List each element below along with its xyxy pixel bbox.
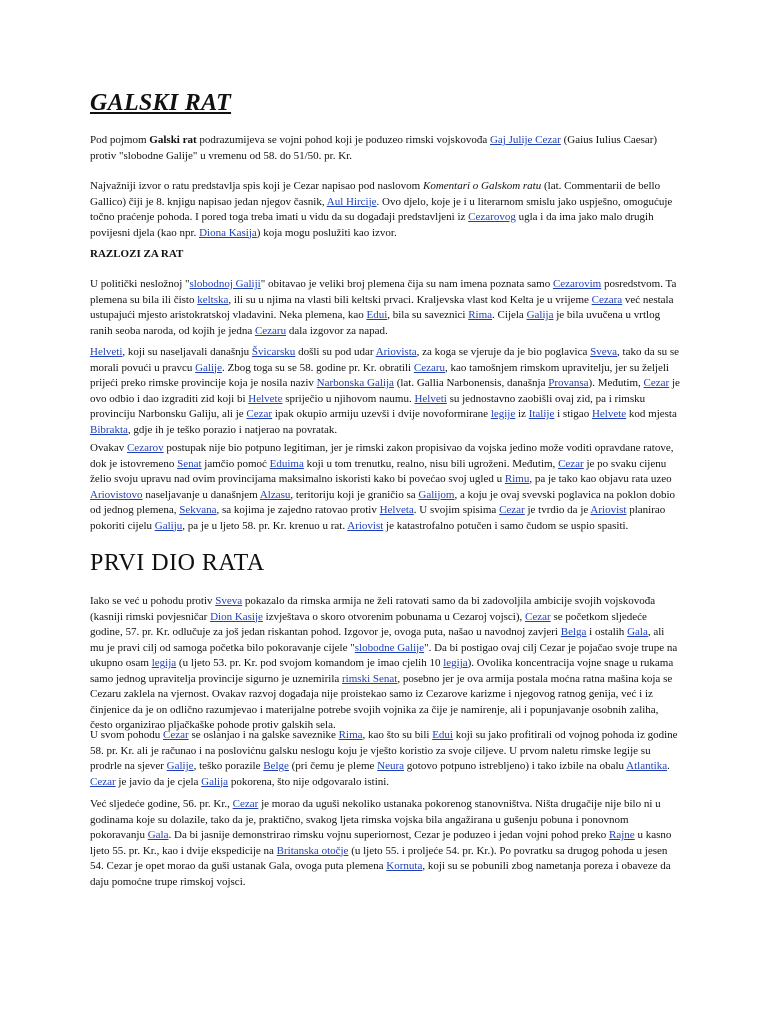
link[interactable]: Belge — [263, 760, 289, 772]
text: , kao što su bili — [362, 729, 433, 741]
link[interactable]: Italije — [528, 408, 555, 420]
text: je bila uvučena u vrtlog ranih seoba naroda, od kojih je jedna — [90, 309, 661, 337]
text: . U svojim spisima — [413, 504, 500, 516]
link[interactable]: Sekvana — [179, 504, 217, 516]
link[interactable]: Cezar — [643, 377, 670, 389]
text: Pod pojmom — [90, 134, 150, 146]
text: ipak okupio armiju uzevši i dvije novoformirane — [272, 408, 491, 420]
link[interactable]: Švicarsku — [251, 346, 296, 358]
link[interactable]: Sveva — [215, 595, 243, 607]
razlozi-paragraph-2 — [90, 345, 680, 438]
text: , bila su saveznici — [387, 309, 469, 321]
link[interactable]: Ariovista — [375, 346, 417, 358]
link[interactable]: Helveti — [90, 346, 123, 358]
link[interactable]: Ariovistovo — [90, 488, 143, 501]
text: naseljavanje u današnjem — [142, 488, 260, 501]
text: , teritoriju koji je graničio sa — [290, 488, 419, 501]
text: , tako da su se morali povući u pravcu — [90, 346, 680, 374]
text: pokazalo da rimska armija ne želi ratovati samo da bi zadovoljila ambicije svojih vojskovođa (kasniji rimski povjesničar — [90, 595, 656, 623]
link[interactable]: Galija — [201, 775, 229, 788]
text: ugla i da ima jako malo drugih povijesni djela (kao npr. — [90, 211, 654, 239]
text: . Zbog toga su se 58. godine pr. Kr. obratili — [221, 361, 414, 374]
link[interactable]: Rajne — [609, 829, 635, 841]
link[interactable]: Cezaru — [254, 324, 287, 337]
intro-paragraph-1 — [90, 133, 680, 164]
text: " obitavao je veliki broj plemena čija su nam imena poznata samo — [260, 278, 553, 290]
text: . Cijela — [492, 309, 527, 321]
link[interactable]: Cezar — [232, 798, 259, 810]
link[interactable]: slobodne Galije — [354, 641, 425, 654]
text: Ovakav — [90, 442, 127, 454]
link[interactable]: Narbonska Galija — [316, 377, 394, 389]
text: U svom pohodu — [90, 729, 164, 741]
text: (pri čemu je pleme — [288, 760, 378, 772]
text: . Ovo djelo, koje je i u literarnom smislu jako uspješno, omogućuje točno praćenje pohoda. I pored toga treba imati u vidu da su događaji predstavljeni iz — [90, 195, 673, 223]
text: . Da bi jasnije demonstrirao rimsku vojnu superiornost, Cezar je poduzeo i jedan vojni pohod preko — [168, 829, 610, 841]
link[interactable]: Provansa — [548, 377, 589, 389]
text: pokorena, što nije odgovaralo istini. — [228, 775, 390, 788]
link[interactable]: legije — [490, 408, 516, 420]
razlozi-paragraph-3 — [90, 441, 680, 534]
text: , teško porazile — [193, 760, 264, 772]
text: je po svaku cijenu želio svoju upravu nad ovim provincijama maksimalno iskoristi kako bi povećao svoj ugled u — [90, 457, 667, 485]
link[interactable]: Galije — [166, 760, 194, 772]
link[interactable]: Cezaru — [413, 361, 446, 374]
text: , koji su naseljavali današnju — [122, 346, 252, 358]
link[interactable]: Ariovist — [347, 519, 384, 532]
text: Iako se već u pohodu protiv — [90, 595, 216, 607]
link-diona-kasija[interactable]: Diona Kasija — [199, 226, 257, 239]
prvi-paragraph-2 — [90, 728, 680, 790]
document-title: GALSKI RAT — [90, 90, 232, 116]
link[interactable]: legija — [443, 657, 468, 669]
link[interactable]: Edui — [366, 309, 388, 321]
text: se oslanjao i na galske saveznike — [188, 729, 339, 741]
link[interactable]: Britanska otočje — [276, 844, 349, 857]
text: , pa je tako kao objavu rata uzeo — [529, 473, 672, 485]
text: je javio da je cjela — [115, 775, 202, 788]
text: i ostalih — [586, 626, 628, 638]
link[interactable]: Cezar — [246, 408, 273, 420]
link[interactable]: Cezar — [163, 729, 189, 741]
link-cezarovog[interactable]: Cezarovog — [468, 211, 516, 223]
link[interactable]: Rimu — [504, 473, 530, 485]
link[interactable]: Gala — [627, 626, 648, 638]
text: izvještava o skoro otvorenim pobunama u Cezaroj vojsci), — [262, 610, 526, 623]
link[interactable]: Cezarov — [126, 442, 164, 454]
link[interactable]: Galijom — [418, 488, 455, 501]
text: ) koja mogu poslužiti kao izvor. — [256, 226, 397, 239]
link[interactable]: Galija — [526, 309, 554, 321]
text: dala izgovor za napad. — [286, 324, 388, 337]
link[interactable]: Cezar — [558, 457, 584, 470]
link-aul-hircije[interactable]: Aul Hircije — [326, 195, 377, 208]
text: već nestala ustupajući mjesto aristokratskoj vladavini. Neka plemena, kao — [90, 293, 674, 321]
text: , ali mu je pravi cilj od samoga početka bilo pokoravanje cijele " — [90, 626, 665, 654]
text: ". Da bi postigao ovaj cilj Cezar je pojačao svoje trupe na ukupno osam — [90, 641, 678, 669]
link[interactable]: Cezar — [90, 775, 116, 788]
text: (u ljeto 55. i proljeće 54. pr. Kr.). Po povratku sa drugog pohoda u jesen 54. Cezar je opet morao da guši ustanak Gala, ovoga puta plemena — [90, 844, 668, 872]
text: , pa je u ljeto 58. pr. Kr. krenuo u rat. — [182, 519, 348, 532]
text: , za koga se vjeruje da je bio poglavica — [416, 346, 591, 358]
text: , koji su se pobunili zbog nametanja poreza i obaveze da daju pomoćne trupe rimskoj vojsci. — [90, 860, 671, 888]
text: koji u tom trenutku, realno, nisu bili ugroženi. Međutim, — [303, 457, 559, 470]
link[interactable]: Senat — [177, 457, 202, 470]
link[interactable]: Cezara — [591, 293, 623, 306]
text: Već sljedeće godine, 56. pr. Kr., — [90, 798, 233, 810]
link[interactable]: keltska — [197, 293, 229, 306]
link[interactable]: Bibrakta — [90, 423, 128, 436]
bold-term: Galski rat — [149, 134, 197, 146]
link[interactable]: Belga — [560, 626, 587, 638]
text: planirao pokoriti cijelu — [90, 504, 666, 532]
text: je morao da uguši nekoliko ustanaka pokorenog stanovništva. Ništa drugačije nije bilo ni u godinama koje su dolazile, tako da je, praktično, svakog ljeta rimska vojska bila angažirana u gušenju pobuna i ponovnom pokoravanju — [90, 798, 661, 841]
italic-title: Komentari o Galskom ratu — [422, 180, 542, 192]
text: se početkom sljedeće godine, 57. pr. Kr. odlučuje za još jedan riskantan pohod. Izgovor je, ovoga puta, našao u navodnoj zavjeri — [90, 610, 647, 638]
link[interactable]: Neura — [377, 760, 405, 772]
text: (u ljeto 53. pr. Kr. pod svojom komandom je imao cjelih 10 — [176, 657, 444, 669]
text: (Gaius Iulius Caesar) protiv "slobodne Galije" u vremenu od 58. do 51/50. pr. Kr. — [90, 134, 658, 162]
link-gaj-julije-cezar[interactable]: Gaj Julije Cezar — [489, 134, 561, 146]
text: Najvažniji izvor o ratu predstavlja spis koji je Cezar napisao pod naslovom — [90, 180, 423, 192]
link[interactable]: Kornuta — [386, 860, 423, 872]
text: , kao tamošnjem rimskom upravitelju, jer su željeli prijeći preko rimske provincije koja je nosila naziv — [90, 361, 669, 389]
section-title-prvi-dio: PRVI DIO RATA — [90, 550, 265, 576]
link[interactable]: Helvete — [248, 392, 283, 405]
link[interactable]: Ariovist — [590, 504, 627, 516]
text: (lat. Gallia Narbonensis, današnja — [393, 377, 549, 389]
prvi-paragraph-3 — [90, 797, 680, 890]
link[interactable]: legija — [151, 657, 177, 669]
text: gotovo potpuno istrebljeno) i tako izbile na obalu — [404, 760, 627, 772]
link[interactable]: Edui — [432, 729, 453, 741]
link[interactable]: Galiju — [154, 519, 183, 532]
text: , a koju je ovaj svevski poglavica na poklon dobio od jednog plemena, — [90, 488, 676, 516]
text: došli su pod udar — [295, 346, 376, 358]
link[interactable]: Gala — [147, 829, 169, 841]
text: , sa kojima je zajedno ratovao protiv — [216, 504, 380, 516]
text: je ovo odbio i dao izgraditi zid koji bi — [90, 377, 680, 405]
text: (lat. Commentarii de bello Gallico) čiji je 8. knjigu napisao jedan njegov časnik, — [90, 180, 661, 208]
text: , ili su u njima na vlasti bili keltski prvaci. Kraljevska vlast kod Kelta je u vrijeme — [228, 293, 592, 306]
prvi-paragraph-1 — [90, 594, 680, 734]
link[interactable]: Cezar — [525, 610, 551, 623]
link[interactable]: Rima — [468, 309, 493, 321]
text: koji su jako profitirali od vojnog pohoda iz godine 58. pr. Kr. ali je računao i na posloviċnu galsku neslogu koju je vješto koristio za svoje ciljeve. U prvom naletu rimske legije su prodrle na sjever — [90, 729, 678, 772]
link[interactable]: Cezar — [499, 504, 525, 516]
link[interactable]: slobodnoj Galiji — [189, 278, 261, 290]
text: , posebno jer je ova armija postala moćna ratna mašina koja se Cezaru zaklela na vjernost. Ovakav razvoj događaja nije proistekao samo iz Cezarove karizme i njegovog ratnog genija, već i iz činjenice da je on odlično razumjevao i materijalne potrebe svojih vojnika za čije je namirenje, ali i popunjavanje osobnih zaliha, često organizirao pljačkaške pohode protiv galskih sela. — [90, 672, 673, 731]
text: iz — [515, 408, 529, 420]
text: u kasno ljeto 55. pr. Kr., kao i dvije ekspedicije na — [90, 829, 672, 857]
text: posredstvom. Ta plemena su bila ili čisto — [90, 278, 677, 306]
text: U politički nesložnoj " — [90, 278, 190, 290]
razlozi-paragraph-1 — [90, 277, 680, 339]
text: spriječio u njihovom naumu. — [282, 392, 415, 405]
text: . — [667, 760, 670, 772]
text: ). Međutim, — [588, 377, 644, 389]
text: su jednostavno zaobišli ovaj zid, pa i rimsku provinciju Narbonsku Galiju, ali je — [90, 392, 646, 420]
link[interactable]: Dion Kasije — [210, 610, 263, 623]
text: podrazumijeva se vojni pohod koji je poduzeo rimski vojskovođa — [196, 134, 490, 146]
link[interactable]: Eduima — [269, 457, 304, 470]
text: ). Ovolika koncentracija vojne snage u rukama samo jednog upravitelja provincije sigurno je uznemirila — [90, 657, 674, 685]
link[interactable]: Rima — [338, 729, 363, 741]
link[interactable]: Alzasu — [259, 488, 291, 501]
link[interactable]: rimski Senat — [342, 672, 398, 685]
section-heading-razlozi: RAZLOZI ZA RAT — [90, 248, 184, 260]
text: kod mjesta — [626, 408, 677, 420]
link[interactable]: Helveti — [414, 392, 447, 405]
text: je tvrdio da je — [524, 504, 591, 516]
intro-paragraph-2 — [90, 179, 680, 241]
link[interactable]: Galije — [195, 361, 222, 374]
text: , gdje ih je teško porazio i natjerao na povratak. — [127, 423, 338, 436]
text: postupak nije bio potpuno legitiman, jer je rimski zakon propisivao da vojska jedino može voditi opravdane ratove, dok je istovremeno — [90, 442, 674, 470]
link[interactable]: Sveva — [590, 346, 618, 358]
text: je katastrofalno potučen i samo čudom se uspio spasiti. — [383, 519, 629, 532]
text: jamčio pomoć — [201, 457, 270, 470]
link[interactable]: Helvete — [591, 408, 627, 420]
text: i stigao — [554, 408, 592, 420]
link[interactable]: Helveta — [379, 504, 414, 516]
link[interactable]: Cezarovim — [552, 278, 602, 290]
link[interactable]: Atlantika — [626, 760, 668, 772]
